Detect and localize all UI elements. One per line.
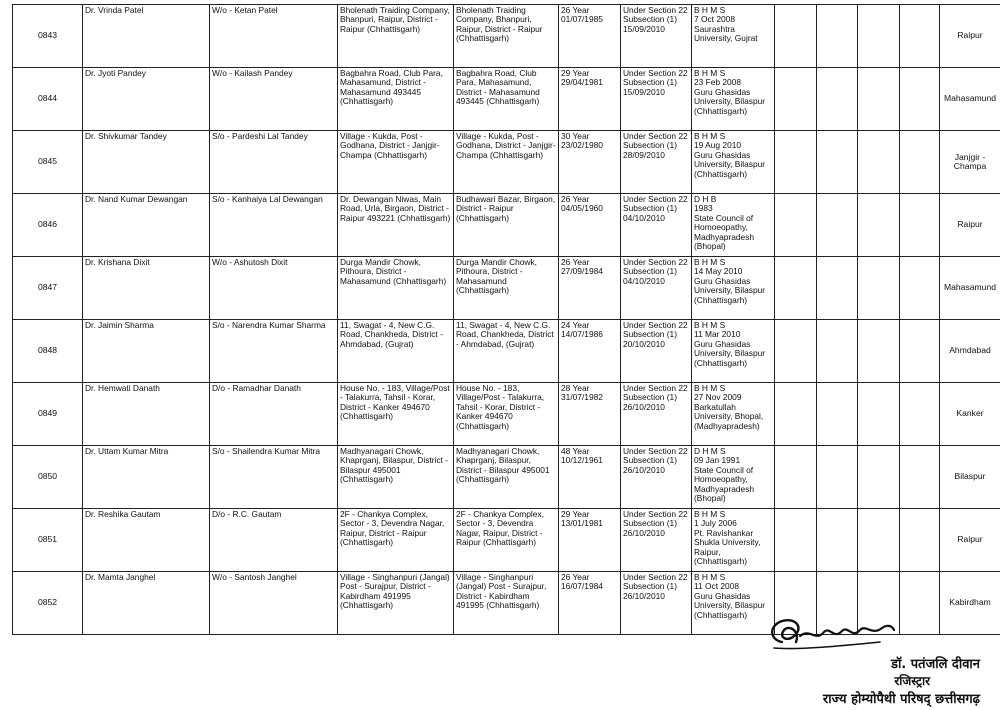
blank-cell [858,320,900,383]
correspondence-address [454,446,559,509]
age-dob [559,194,621,257]
registration-section-text: 15/09/2010 [623,23,665,34]
signatory-title: रजिस्ट्रार [894,674,930,688]
registration-section-text: 15/09/2010 [623,86,665,97]
permanent-address-text: 11, Swagat - 4, New C.G. Road, Chankheda, District - Ahmdabad, (Gujrat) [340,320,443,349]
relation-text: S/o - Shailendra Kumar Mitra [212,446,320,456]
relation [210,5,338,68]
age-dob-text: 26 Year [561,257,590,267]
permanent-address-text: Bagbahra Road, Club Para, Mahasamund, District - Mahasamund 493445 (Chhattisgarh) [340,68,443,107]
age-dob-text: 29/04/1981 [561,77,603,88]
doctor-name [83,257,210,320]
correspondence-address [454,194,559,257]
registration-section [621,131,692,194]
registration-section-text: Under Section 22 [623,320,688,330]
qualification [692,383,775,446]
doctor-name-text: Dr. Jaimin Sharma [85,320,154,330]
relation-text: D/o - R.C. Gautam [212,509,282,519]
relation-text: W/o - Santosh Janghel [212,572,297,582]
permanent-address [338,383,454,446]
blank-cell [900,131,940,194]
serial-number-text: 0848 [37,345,58,356]
qualification-text: 19 Aug 2010 [694,140,742,151]
relation [210,257,338,320]
age-dob [559,5,621,68]
correspondence-address-text: Village - Singhanpuri (Jangal) Post - Surajpur, District - Kabirdham 491995 (Chhattisgarh) [456,572,547,611]
district-text: Ahmdabad [949,345,991,356]
qualification-text: 7 Oct 2008 [694,14,735,25]
relation-text: S/o - Pardeshi Lal Tandey [212,131,308,141]
registration-section-text: 04/10/2010 [623,212,665,223]
serial-number [13,383,83,446]
permanent-address [338,446,454,509]
relation-text: W/o - Ashutosh Dixit [212,257,288,267]
qualification-text: B H M S [694,131,726,141]
age-dob-text: 30 Year [561,131,590,141]
qualification [692,5,775,68]
blank-cell [775,68,817,131]
blank-cell [858,194,900,257]
blank-cell [775,257,817,320]
blank-cell [775,320,817,383]
blank-cell [900,383,940,446]
age-dob [559,320,621,383]
qualification-text: 11 Oct 2008 [694,581,740,592]
age-dob-text: 48 Year [561,446,590,456]
qualification-text: 14 May 2010 [694,266,743,277]
signatory-organization: राज्य होम्योपैथी परिषद् छत्तीसगढ़ [822,692,980,707]
qualification-text: Guru Ghasidas University, Bilaspur (Chhattisgarh) [694,149,766,179]
doctor-name [83,509,210,572]
correspondence-address [454,68,559,131]
serial-number [13,320,83,383]
blank-cell [817,194,858,257]
correspondence-address [454,131,559,194]
doctor-name [83,194,210,257]
doctor-name-text: Dr. Shivkumar Tandey [85,131,167,141]
serial-number-text: 0845 [37,156,58,167]
age-dob-text: 01/07/1985 [561,14,603,25]
doctor-name [83,572,210,635]
registration-section-text: Subsection (1) [623,518,677,529]
serial-number [13,572,83,635]
blank-cell [858,131,900,194]
registration-section [621,446,692,509]
blank-cell [775,509,817,572]
doctor-name [83,320,210,383]
qualification-text: B H M S [694,257,726,267]
registration-section-text: Subsection (1) [623,140,677,151]
correspondence-address-text: House No. - 183, Village/Post - Talakurra, Tahsil - Korar, District - Kanker 494670 (Chhattisgarh) [456,383,545,431]
register-rows [13,5,1000,635]
registration-section [621,5,692,68]
registration-section [621,68,692,131]
district-text: Mahasamund [943,282,997,293]
table-row [13,446,1000,509]
age-dob [559,509,621,572]
age-dob [559,446,621,509]
age-dob-text: 24 Year [561,320,590,330]
registration-section [621,320,692,383]
serial-number [13,509,83,572]
district [940,320,1000,383]
relation-text: D/o - Ramadhar Danath [212,383,301,393]
qualification [692,509,775,572]
qualification-text: State Council of Homoeopathy, Madhyapradesh (Bhopal) [694,464,755,504]
registration-section-text: 26/10/2010 [623,590,665,601]
blank-cell [900,194,940,257]
signature-block [740,612,980,710]
qualification-text: Guru Ghasidas University, Bilaspur (Chhattisgarh) [694,275,766,305]
qualification-text: D H M S [694,446,726,456]
table-row [13,68,1000,131]
qualification [692,320,775,383]
blank-cell [817,383,858,446]
doctor-name [83,383,210,446]
blank-cell [858,383,900,446]
serial-number [13,257,83,320]
registration-section-text: Under Section 22 [623,131,688,141]
qualification [692,131,775,194]
permanent-address-text: Madhyanagari Chowk, Khaprganj, Bilaspur, District - Bilaspur 495001 (Chhattisgarh) [340,446,448,485]
district [940,5,1000,68]
district-text: Raipur [957,30,983,41]
relation [210,320,338,383]
correspondence-address-text: Durga Mandir Chowk, Pithoura, District - Mahasamund (Chhattisgarh) [456,257,537,296]
relation [210,383,338,446]
correspondence-address [454,5,559,68]
doctor-name [83,68,210,131]
serial-number-text: 0850 [37,471,58,482]
district [940,383,1000,446]
relation [210,194,338,257]
serial-number-text: 0843 [37,30,58,41]
registration-section [621,572,692,635]
qualification-text: Pt. Ravishankar Shukla University, Raipur, (Chhattisgarh) [694,527,761,567]
permanent-address [338,131,454,194]
qualification-text: State Council of Homoeopathy, Madhyapradesh (Bhopal) [694,212,755,252]
registration-section [621,509,692,572]
correspondence-address-text: Bholenath Traiding Company, Bhanpuri, Raipur, District - Raipur (Chhattisgarh) [456,5,543,44]
age-dob [559,572,621,635]
serial-number-text: 0851 [37,534,58,545]
serial-number [13,194,83,257]
blank-cell [775,383,817,446]
correspondence-address-text: Budhawari Bazar, Birgaon, District - Raipur (Chhattisgarh) [456,194,556,223]
relation [210,446,338,509]
blank-cell [900,5,940,68]
registration-section-text: Under Section 22 [623,446,688,456]
district [940,446,1000,509]
permanent-address-text: Village - Kukda, Post - Godhana, District - Janjgir-Champa (Chhattisgarh) [340,131,440,160]
qualification [692,257,775,320]
relation [210,131,338,194]
age-dob-text: 13/01/1981 [561,518,603,529]
qualification-text: 09 Jan 1991 [694,455,741,466]
correspondence-address [454,320,559,383]
registration-section-text: 26/10/2010 [623,527,665,538]
registration-section-text: Subsection (1) [623,77,677,88]
registration-section-text: Subsection (1) [623,266,677,277]
age-dob [559,383,621,446]
registration-section-text: 28/09/2010 [623,149,665,160]
table-row [13,320,1000,383]
qualification [692,446,775,509]
correspondence-address-text: Madhyanagari Chowk, Khaprganj, Bilaspur, District - Bilaspur 495001 (Chhattisgarh) [456,446,550,485]
correspondence-address [454,383,559,446]
registration-section-text: 20/10/2010 [623,338,665,349]
qualification-text: Guru Ghasidas University, Bilaspur (Chhattisgarh) [694,86,766,116]
doctor-name-text: Dr. Jyoti Pandey [85,68,146,78]
relation-text: W/o - Kailash Pandey [212,68,293,78]
registration-section-text: Under Section 22 [623,194,688,204]
blank-cell [900,446,940,509]
age-dob-text: 28 Year [561,383,590,393]
blank-cell [858,5,900,68]
age-dob-text: 26 Year [561,572,590,582]
qualification-text: B H M S [694,320,726,330]
correspondence-address [454,257,559,320]
registration-section [621,257,692,320]
district [940,194,1000,257]
register-table [12,4,1000,635]
age-dob [559,257,621,320]
registration-section-text: Subsection (1) [623,329,677,340]
registration-section-text: Subsection (1) [623,581,677,592]
registration-section-text: Subsection (1) [623,14,677,25]
doctor-name-text: Dr. Reshika Gautam [85,509,161,519]
qualification [692,194,775,257]
relation [210,68,338,131]
doctor-name [83,131,210,194]
qualification-text: 27 Nov 2009 [694,392,742,403]
blank-cell [858,68,900,131]
district [940,68,1000,131]
blank-cell [817,509,858,572]
correspondence-address-text: Village - Kukda, Post - Godhana, District - Janjgir-Champa (Chhattisgarh) [456,131,556,160]
age-dob-text: 14/07/1986 [561,329,603,340]
blank-cell [900,68,940,131]
age-dob-text: 29 Year [561,509,590,519]
serial-number-text: 0852 [37,597,58,608]
relation-text: S/o - Narendra Kumar Sharma [212,320,326,330]
blank-cell [858,509,900,572]
age-dob-text: 29 Year [561,68,590,78]
serial-number-text: 0849 [37,408,58,419]
qualification-text: B H M S [694,68,726,78]
signature-mark-icon [760,612,900,656]
serial-number-text: 0846 [37,219,58,230]
permanent-address [338,194,454,257]
blank-cell [817,320,858,383]
qualification-text: Saurashtra University, Gujrat [694,23,758,44]
registration-section-text: Under Section 22 [623,509,688,519]
registration-section [621,383,692,446]
registration-section-text: Subsection (1) [623,455,677,466]
blank-cell [817,131,858,194]
doctor-name [83,5,210,68]
blank-cell [817,446,858,509]
correspondence-address [454,572,559,635]
table-row [13,257,1000,320]
relation [210,572,338,635]
doctor-name-text: Dr. Krishana Dixit [85,257,150,267]
district [940,257,1000,320]
registration-section-text: 26/10/2010 [623,401,665,412]
registration-section-text: Subsection (1) [623,392,677,403]
blank-cell [817,5,858,68]
doctor-name-text: Dr. Hemwati Danath [85,383,160,393]
registration-section-text: Under Section 22 [623,68,688,78]
age-dob-text: 27/09/1984 [561,266,603,277]
district [940,509,1000,572]
permanent-address [338,68,454,131]
doctor-name-text: Dr. Mamta Janghel [85,572,156,582]
registration-section-text: 04/10/2010 [623,275,665,286]
blank-cell [858,446,900,509]
age-dob-text: 26 Year [561,194,590,204]
blank-cell [900,257,940,320]
qualification-text: 11 Mar 2010 [694,329,741,340]
qualification-text: 1 July 2006 [694,518,737,529]
qualification-text: Guru Ghasidas University, Bilaspur (Chhattisgarh) [694,590,766,620]
relation-text: S/o - Kanhaiya Lal Dewangan [212,194,323,204]
qualification [692,68,775,131]
blank-cell [775,446,817,509]
qualification-text: B H M S [694,383,726,393]
correspondence-address-text: 11, Swagat - 4, New C.G. Road, Chankheda, District - Ahmdabad, (Gujrat) [456,320,554,349]
permanent-address-text: Dr. Dewangan Niwas, Main Road, Urla, Birgaon, District - Raipur 493221 (Chhattisgarh) [340,194,451,223]
permanent-address-text: Durga Mandir Chowk, Pithoura, District - Mahasamund (Chhattisgarh) [340,257,447,286]
district-text: Kanker [956,408,984,419]
correspondence-address [454,509,559,572]
table-row [13,194,1000,257]
serial-number-text: 0847 [37,282,58,293]
doctor-name [83,446,210,509]
district-text: Raipur [957,219,983,230]
blank-cell [775,5,817,68]
permanent-address-text: House No. - 183, Village/Post - Talakurra, Tahsil - Korar, District - Kanker 494670 (Chhattisgarh) [340,383,450,422]
age-dob-text: 23/02/1980 [561,140,603,151]
qualification-text: Barkatullah University, Bhopal, (Madhyapradesh) [694,401,764,431]
age-dob [559,131,621,194]
age-dob-text: 31/07/1982 [561,392,603,403]
table-row [13,131,1000,194]
registration-section-text: Under Section 22 [623,572,688,582]
qualification-text: B H M S [694,5,726,15]
doctor-name-text: Dr. Uttam Kumar Mitra [85,446,169,456]
table-row [13,509,1000,572]
doctor-name-text: Dr. Nand Kumar Dewangan [85,194,188,204]
signatory-name: डॉ. पतंजलि दीवान [890,657,980,672]
blank-cell [900,320,940,383]
serial-number [13,5,83,68]
serial-number [13,68,83,131]
table-row [13,383,1000,446]
permanent-address [338,509,454,572]
district-text: Mahasamund [943,93,997,104]
district-text: Bilaspur [954,471,986,482]
blank-cell [817,257,858,320]
qualification-text: 23 Feb 2008 [694,77,742,88]
permanent-address [338,572,454,635]
age-dob-text: 26 Year [561,5,590,15]
qualification-text: B H M S [694,509,726,519]
age-dob [559,68,621,131]
district-text: Kabirdham [949,597,991,608]
register-sheet [12,4,997,635]
registration-section-text: Under Section 22 [623,383,688,393]
doctor-name-text: Dr. Vrinda Patel [85,5,144,15]
blank-cell [775,131,817,194]
district-text: Janjgir - Champa [953,151,987,171]
serial-number [13,446,83,509]
permanent-address [338,5,454,68]
registration-section [621,194,692,257]
age-dob-text: 04/05/1960 [561,203,603,214]
relation-text: W/o - Ketan Patel [212,5,278,15]
registration-section-text: Under Section 22 [623,5,688,15]
qualification-text: 1983 [694,203,713,214]
qualification-text: B H M S [694,572,726,582]
age-dob-text: 16/07/1984 [561,581,603,592]
relation [210,509,338,572]
correspondence-address-text: 2F - Chankya Complex, Sector - 3, Devendra Nagar, Raipur, District - Raipur (Chhattisgarh) [456,509,544,548]
permanent-address-text: Village - Singhanpuri (Jangal) Post - Surajpur, District - Kabirdham 491995 (Chhattisgarh) [340,572,450,611]
blank-cell [900,509,940,572]
correspondence-address-text: Bagbahra Road, Club Para, Mahasamund, District - Mahasamund 493445 (Chhattisgarh) [456,68,540,107]
blank-cell [817,68,858,131]
serial-number [13,131,83,194]
permanent-address-text: 2F - Chankya Complex, Sector - 3, Devendra Nagar, Raipur, District - Raipur (Chhattisgarh) [340,509,445,548]
serial-number-text: 0844 [37,93,58,104]
registration-section-text: Subsection (1) [623,203,677,214]
permanent-address [338,320,454,383]
district-text: Raipur [957,534,983,545]
blank-cell [858,257,900,320]
registration-section-text: 26/10/2010 [623,464,665,475]
table-row [13,5,1000,68]
blank-cell [775,194,817,257]
permanent-address [338,257,454,320]
age-dob-text: 10/12/1961 [561,455,603,466]
qualification-text: D H B [694,194,717,204]
permanent-address-text: Bholenath Traiding Company, Bhanpuri, Raipur, District - Raipur (Chhattisgarh) [340,5,450,34]
registration-section-text: Under Section 22 [623,257,688,267]
district [940,131,1000,194]
qualification-text: Guru Ghasidas University, Bilaspur (Chhattisgarh) [694,338,766,368]
